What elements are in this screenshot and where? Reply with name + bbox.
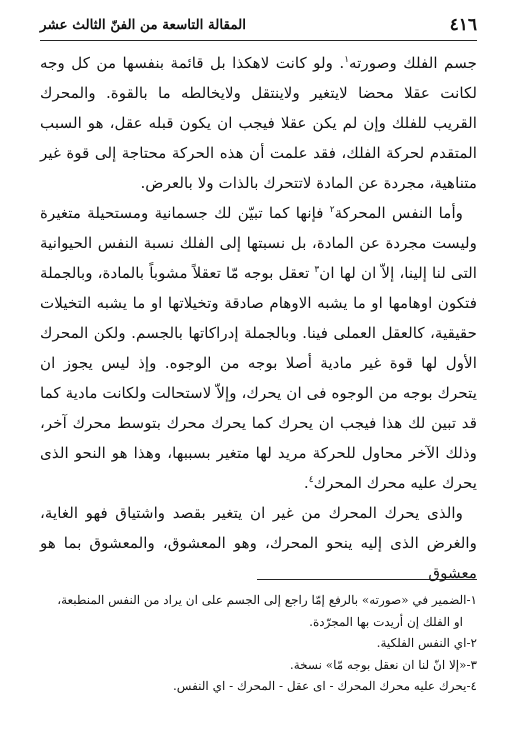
footnote-separator xyxy=(257,579,477,580)
paragraph-2-text-cont: فإنها كما تبيّن لك جسمانية ومستحيلة متغيرة وليست مجردة عن المادة، بل نسبتها إلى الفلك نسبة النفس الحيوانية التى لنا إلينا، إلاّ ان لها ان xyxy=(40,204,477,282)
paragraph-2-text-cont2: تعقل بوجه مّا تعقلاً مشوباً بالمادة، وبالجملة فتكون اوهامها او ما يشبه الاوهام صادقة وتخيلاتها او ما يشبه التخيلات حقيقية، كالعقل العملى فينا. وبالجملة إدراكاتها بالجسم. ولكن المحرك الأول لها قوة غير مادية أصلا بوجه من الوجوه. وإذ ليس يجوز ان يتحرك بوجه من الوجوه فى ان يحرك، وإلاّ لاستحالت ولكانت مادية كما قد تبين لك هذا فيجب ان يحرك كما يحرك محرك بتوسط محرك آخر، وذلك الآخر محاول للحركة مريد لها متغير بسببها، وهذا هو النحو الذى يحرك عليه محرك المحرك xyxy=(40,264,477,492)
page-number: ٤١٦ xyxy=(449,15,477,35)
paragraph-2-text: وأما النفس المحركة xyxy=(334,204,463,222)
paragraph-1-text-cont: . ولو كانت لاهكذا بل قائمة بنفسها من كل وجه لكانت عقلا محضا لايتغير ولاينتقل ولايخالطه ما بالقوة. والمحرك القريب للفلك وإن لم يكن عقلا فيجب ان يكون قبله عقل، هو السبب المتقدم لحركة الفلك، فقد علمت أن هذه الحركة محتاجة إلى قوة غير متناهية، مجردة عن المادة لاتتحرك بالذات ولا بالعرض. xyxy=(40,54,477,192)
main-text xyxy=(40,48,477,588)
footnote-marker-3[interactable]: ٣ xyxy=(314,264,320,275)
footnote-2: ٢-اي النفس الفلكية. xyxy=(376,636,477,650)
footnote-1-continuation: او الفلك إن أريدت بها المجرّدة. xyxy=(309,614,463,629)
page-header xyxy=(40,14,477,36)
footnote-marker-1[interactable]: ١ xyxy=(344,54,350,65)
paragraph-2-text-end: . xyxy=(303,474,309,492)
paragraph-3 xyxy=(40,498,477,588)
footnote-marker-2[interactable]: ٢ xyxy=(329,204,335,215)
footnotes xyxy=(40,590,477,698)
footnote-1: ١-الضمير في «صورته» بالرفع إمّا راجع إلى الجسم على ان يراد من النفس المنطبعة، xyxy=(57,593,477,607)
paragraph-1 xyxy=(40,48,477,198)
paragraph-2 xyxy=(40,198,477,498)
footnote-4: ٤-يحرك عليه محرك المحرك - اى عقل - المحرك - اي النفس. xyxy=(172,679,477,693)
paragraph-3-text: والذى يحرك المحرك من غير ان يتغير بقصد واشتياق فهو الغاية، والغرض الذى إليه ينحو المحرك، وهو المعشوق، والمعشوق بما هو معشوق xyxy=(40,504,477,582)
paragraph-1-text: جسم الفلك وصورته xyxy=(349,54,478,72)
footnote-marker-4[interactable]: ٤ xyxy=(308,474,314,485)
header-rule xyxy=(40,40,477,41)
running-head: المقالة التاسعة من الفنّ الثالث عشر xyxy=(40,17,247,33)
footnote-3: ٣-«إلا انّ لنا ان نعقل بوجه مّا» نسخة. xyxy=(289,657,477,672)
